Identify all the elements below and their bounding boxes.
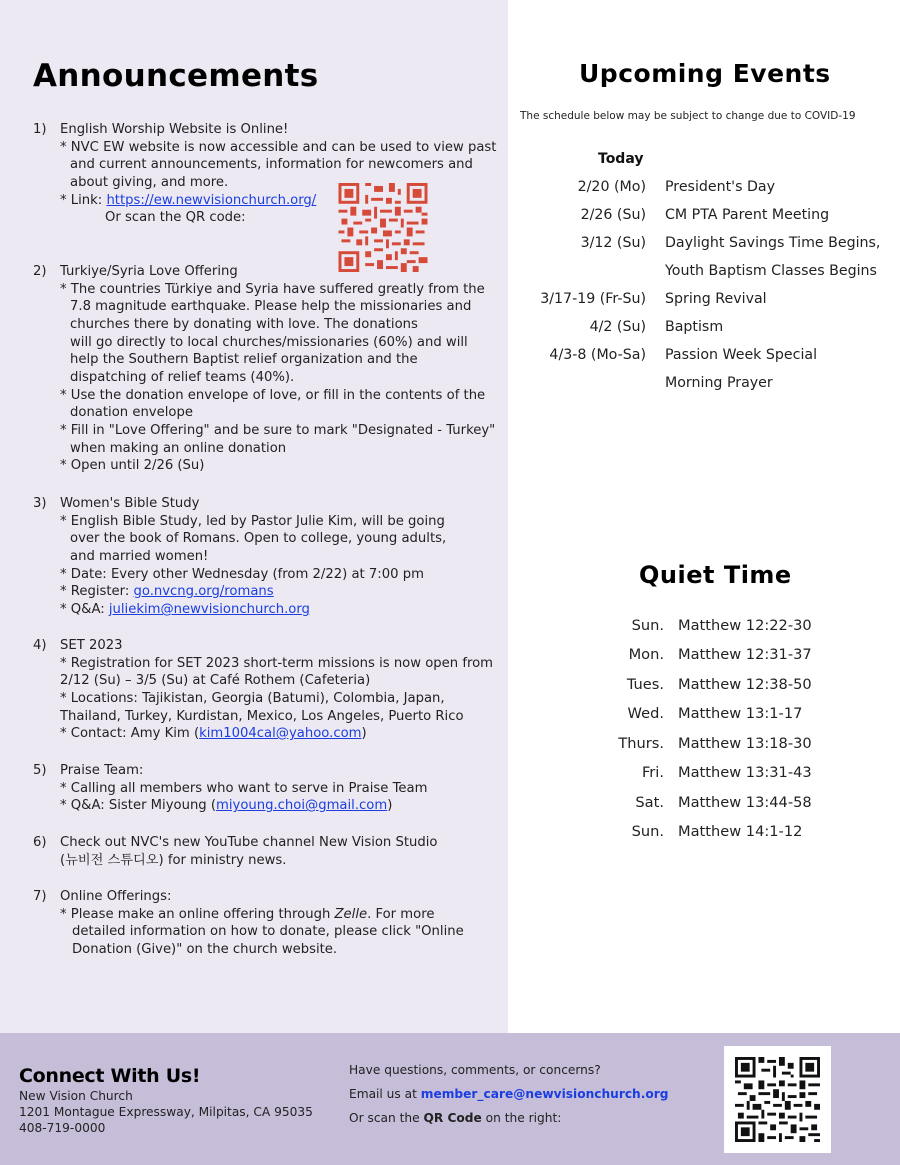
announcement-line: dispatching of relief teams (40%).: [70, 370, 295, 385]
qt-day: Tues.: [626, 676, 664, 693]
announcement-6: [33, 834, 508, 872]
register-link[interactable]: go.nvcng.org/romans: [133, 584, 274, 599]
announcement-line: 7.8 magnitude earthquake. Please help the missionaries and: [70, 299, 472, 314]
qt-reference: Matthew 12:31-37: [678, 646, 812, 663]
announcement-line: * Registration for SET 2023 short-term missions is now open from: [60, 656, 494, 671]
event-desc: Morning Prayer: [665, 375, 773, 391]
qt-reference: Matthew 13:18-30: [678, 735, 812, 752]
announcement-line: * Link: https://ew.newvisionchurch.org/: [60, 193, 317, 208]
announcement-line: * Date: Every other Wednesday (from 2/22) at 7:00 pm: [60, 567, 424, 582]
announcements-title: Announcements: [33, 58, 319, 94]
announcement-line: * Locations: Tajikistan, Georgia (Batumi), Colombia, Japan,: [60, 691, 445, 706]
announcement-line: and married women!: [70, 549, 209, 564]
announcement-line: * Please make an online offering through Zelle. For more: [60, 907, 435, 922]
scan-line: Or scan the QR Code on the right:: [349, 1111, 562, 1125]
church-phone: 408-719-0000: [19, 1121, 106, 1135]
connect-title: Connect With Us!: [19, 1065, 201, 1087]
qt-day: Wed.: [627, 705, 664, 722]
events-title: Upcoming Events: [579, 59, 831, 88]
announcement-2: [33, 263, 508, 478]
announcement-line: detailed information on how to donate, please click "Online: [72, 924, 464, 939]
questions-line: Have questions, comments, or concerns?: [349, 1063, 601, 1077]
announcement-title: Praise Team:: [60, 763, 144, 778]
qt-day: Sun.: [631, 617, 664, 634]
announcement-line: when making an online donation: [70, 441, 287, 456]
event-date: 3/12 (Su): [580, 235, 646, 251]
announcement-title: SET 2023: [60, 638, 123, 653]
announcement-line: Thailand, Turkey, Kurdistan, Mexico, Los Angeles, Puerto Rico: [60, 709, 464, 724]
email-link[interactable]: miyoung.choi@gmail.com: [216, 798, 388, 813]
announcement-line: * Q&A: Sister Miyoung (miyoung.choi@gmail.com): [60, 798, 393, 813]
qt-day: Fri.: [641, 764, 664, 781]
announcement-line: 2/12 (Su) – 3/5 (Su) at Café Rothem (Cafeteria): [60, 673, 371, 688]
qt-day: Sat.: [635, 794, 664, 811]
website-qr-code-icon: [338, 183, 428, 272]
qt-reference: Matthew 12:38-50: [678, 676, 812, 693]
website-link[interactable]: https://ew.newvisionchurch.org/: [106, 193, 317, 208]
announcement-line: help the Southern Baptist relief organization and the: [70, 352, 418, 367]
qt-reference: Matthew 12:22-30: [678, 617, 812, 634]
announcement-title: Online Offerings:: [60, 889, 172, 904]
qt-reference: Matthew 13:31-43: [678, 764, 812, 781]
email-link[interactable]: kim1004cal@yahoo.com: [199, 726, 362, 741]
announcement-line: * Q&A: juliekim@newvisionchurch.org: [60, 602, 310, 617]
church-address: 1201 Montague Expressway, Milpitas, CA 95035: [19, 1105, 313, 1119]
event-date: 4/3-8 (Mo-Sa): [549, 347, 646, 363]
events-note: The schedule below may be subject to change due to COVID-19: [520, 110, 856, 122]
event-desc: Daylight Savings Time Begins,: [665, 235, 881, 251]
announcement-title: Women's Bible Study: [60, 496, 200, 511]
qt-reference: Matthew 13:44-58: [678, 794, 812, 811]
today-label: Today: [598, 151, 644, 167]
quiet-time-title: Quiet Time: [639, 561, 792, 589]
announcement-line: * NVC EW website is now accessible and can be used to view past: [60, 140, 497, 155]
event-desc: Baptism: [665, 319, 724, 335]
announcement-line: about giving, and more.: [70, 175, 229, 190]
announcement-line: Donation (Give)" on the church website.: [72, 942, 338, 957]
event-date: 2/20 (Mo): [577, 179, 646, 195]
qt-day: Mon.: [628, 646, 664, 663]
announcement-line: over the book of Romans. Open to college, young adults,: [70, 531, 447, 546]
event-desc: Spring Revival: [665, 291, 767, 307]
announcement-4: [33, 637, 508, 747]
announcement-title: Turkiye/Syria Love Offering: [60, 264, 238, 279]
announcement-line: * The countries Türkiye and Syria have suffered greatly from the: [60, 282, 485, 297]
footer-email-link[interactable]: member_care@newvisionchurch.org: [420, 1087, 669, 1101]
qt-day: Thurs.: [618, 735, 664, 752]
announcement-line: and current announcements, information for newcomers and: [70, 157, 473, 172]
announcement-line: Or scan the QR code:: [105, 210, 246, 225]
announcement-3: [33, 495, 508, 620]
events-panel: [508, 0, 900, 1033]
announcement-5: [33, 762, 508, 817]
announcement-line: (뉴비전 스튜디오) for ministry news.: [60, 853, 287, 868]
announcement-title: English Worship Website is Online!: [60, 122, 289, 137]
qt-reference: Matthew 13:1-17: [678, 705, 803, 722]
announcement-number: 4): [33, 638, 47, 653]
announcement-1: [33, 121, 508, 231]
announcement-number: 7): [33, 889, 47, 904]
announcement-number: 1): [33, 122, 47, 137]
announcement-line: churches there by donating with love. The donations: [70, 317, 418, 332]
qt-day: Sun.: [631, 823, 664, 840]
announcement-number: 6): [33, 835, 47, 850]
email-link[interactable]: juliekim@newvisionchurch.org: [108, 602, 310, 617]
announcement-number: 5): [33, 763, 47, 778]
event-date: 2/26 (Su): [580, 207, 646, 223]
announcement-line: * Use the donation envelope of love, or fill in the contents of the: [60, 388, 486, 403]
event-desc: President's Day: [665, 179, 775, 195]
event-desc: Passion Week Special: [665, 347, 818, 363]
church-name: New Vision Church: [19, 1089, 133, 1103]
announcement-number: 3): [33, 496, 47, 511]
email-line: Email us at member_care@newvisionchurch.org: [349, 1087, 669, 1101]
announcement-number: 2): [33, 264, 47, 279]
event-date: 4/2 (Su): [589, 319, 646, 335]
announcement-line: * Register: go.nvcng.org/romans: [60, 584, 274, 599]
announcement-7: [33, 888, 508, 960]
announcement-line: * Fill in "Love Offering" and be sure to mark "Designated - Turkey": [60, 423, 496, 438]
event-desc: CM PTA Parent Meeting: [665, 207, 830, 223]
qt-reference: Matthew 14:1-12: [678, 823, 803, 840]
announcement-line: will go directly to local churches/missionaries (60%) and will: [70, 335, 468, 350]
announcement-line: donation envelope: [70, 405, 193, 420]
announcement-line: * Open until 2/26 (Su): [60, 458, 205, 473]
announcement-line: * English Bible Study, led by Pastor Julie Kim, will be going: [60, 514, 445, 529]
event-date: 3/17-19 (Fr-Su): [540, 291, 646, 307]
announcement-line: * Calling all members who want to serve in Praise Team: [60, 781, 428, 796]
announcement-line: * Contact: Amy Kim (kim1004cal@yahoo.com): [60, 726, 367, 741]
footer-qr-code-icon: [735, 1057, 820, 1142]
event-desc: Youth Baptism Classes Begins: [665, 263, 877, 279]
announcement-title: Check out NVC's new YouTube channel New Vision Studio: [60, 835, 438, 850]
